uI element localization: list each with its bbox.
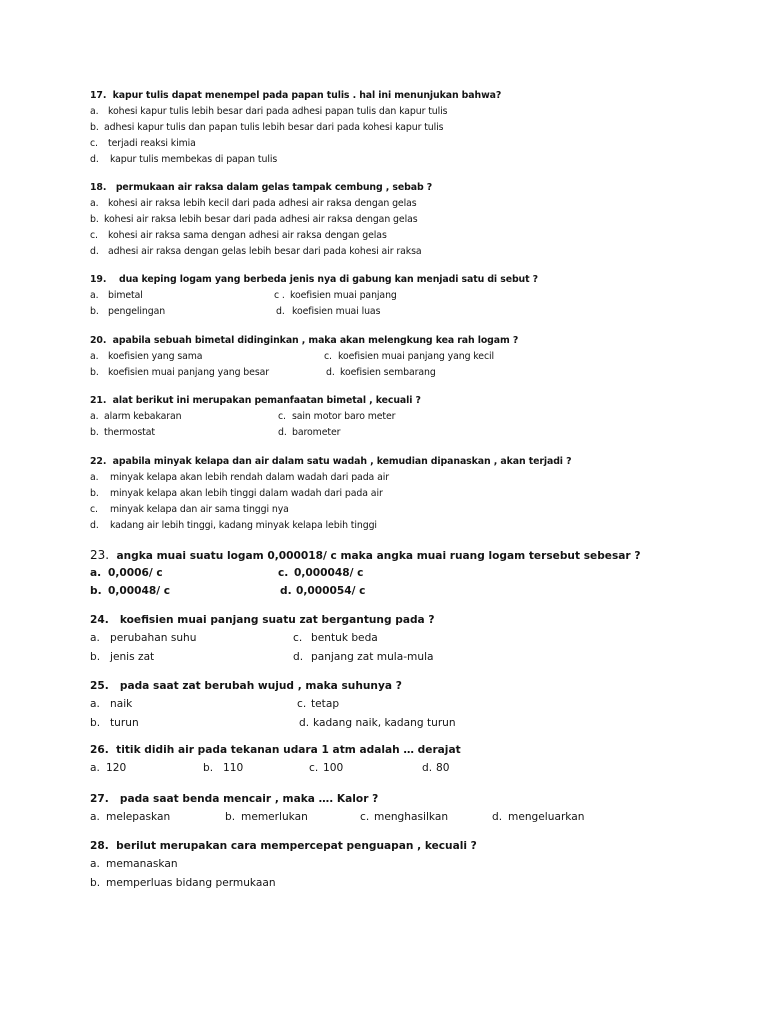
option-letter: a.: [90, 106, 99, 117]
option-text: menghasilkan: [374, 811, 449, 823]
option-text: panjang zat mula-mula: [311, 651, 434, 663]
option-letter: a.: [90, 351, 99, 362]
option-letter: c.: [360, 811, 370, 823]
option-a: [90, 290, 143, 301]
option-a: [90, 106, 447, 117]
option-text: koefisien muai luas: [292, 306, 381, 317]
option-text: kohesi air raksa lebih besar dari pada adhesi air raksa dengan gelas: [104, 214, 418, 225]
option-text: perubahan suhu: [110, 632, 197, 644]
option-text: adhesi kapur tulis dan papan tulis lebih besar dari pada kohesi kapur tulis: [104, 122, 444, 133]
option-letter: b.: [90, 427, 99, 438]
option-letter: c.: [90, 504, 98, 515]
question-text: pada saat zat berubah wujud , maka suhunya ?: [119, 680, 402, 692]
option-letter: d.: [299, 717, 310, 729]
option-letter: d.: [90, 520, 99, 531]
option-text: melepaskan: [106, 811, 171, 823]
option-d: [299, 717, 456, 729]
option-letter: b.: [203, 762, 214, 774]
option-b: [90, 122, 443, 133]
option-text: memanaskan: [106, 858, 178, 870]
option-letter: c.: [278, 567, 289, 579]
option-text: mengeluarkan: [508, 811, 585, 823]
option-letter: a.: [90, 698, 100, 710]
option-text: naik: [110, 698, 133, 710]
option-text: turun: [110, 717, 139, 729]
option-b: [225, 811, 308, 823]
question-text: apabila sebuah bimetal didinginkan , maka akan melengkung kea rah logam ?: [112, 335, 519, 346]
option-letter: b.: [90, 877, 101, 889]
option-letter: d.: [278, 427, 287, 438]
option-text: minyak kelapa akan lebih rendah dalam wadah dari pada air: [110, 472, 389, 483]
option-c: [90, 230, 387, 241]
question-number: 21.: [90, 395, 107, 406]
option-letter: b.: [225, 811, 236, 823]
option-letter: a.: [90, 411, 99, 422]
option-a: [90, 472, 389, 483]
option-text: sain motor baro meter: [292, 411, 396, 422]
option-text: koefisien sembarang: [340, 367, 436, 378]
option-a: [90, 632, 196, 644]
option-text: 110: [223, 762, 244, 774]
question-text: permukaan air raksa dalam gelas tampak cembung , sebab ?: [115, 182, 433, 193]
option-text: kadang air lebih tinggi, kadang minyak kelapa lebih tinggi: [110, 520, 377, 531]
question-text: berilut merupakan cara mempercepat penguapan , kecuali ?: [116, 840, 477, 852]
question-23-line: [90, 548, 640, 562]
question-text: dua keping logam yang berbeda jenis nya di gabung kan menjadi satu di sebut ?: [118, 274, 539, 285]
option-text: pengelingan: [108, 306, 166, 317]
option-letter: c .: [274, 290, 285, 301]
option-text: kadang naik, kadang turun: [313, 717, 456, 729]
option-text: koefisien muai panjang yang besar: [108, 367, 270, 378]
option-letter: a.: [90, 198, 99, 209]
option-text: tetap: [311, 698, 340, 710]
option-text: 0,000054/ c: [296, 585, 366, 597]
question-number: 27.: [90, 793, 109, 805]
option-text: memerlukan: [241, 811, 308, 823]
option-letter: b.: [90, 367, 99, 378]
question-number: 20.: [90, 335, 107, 346]
option-c: [278, 567, 363, 579]
option-letter: b.: [90, 651, 101, 663]
option-a: [90, 698, 132, 710]
question-number: 23.: [90, 548, 110, 562]
option-text: terjadi reaksi kimia: [108, 138, 196, 149]
option-letter: a.: [90, 762, 100, 774]
question-20-line: [90, 335, 518, 346]
option-text: 0,0006/ c: [108, 567, 163, 579]
option-text: kohesi air raksa lebih kecil dari pada adhesi air raksa dengan gelas: [108, 198, 417, 209]
question-19-line: [90, 274, 538, 285]
option-d: [293, 651, 434, 663]
question-24-line: [90, 614, 435, 626]
option-text: thermostat: [104, 427, 155, 438]
option-letter: c.: [90, 230, 98, 241]
option-a: [90, 351, 202, 362]
option-text: kohesi air raksa sama dengan adhesi air raksa dengan gelas: [108, 230, 387, 241]
question-25-line: [90, 680, 402, 692]
option-d: [90, 246, 422, 257]
question-27-line: [90, 793, 378, 805]
option-d: [278, 427, 340, 438]
option-b: [203, 762, 243, 774]
option-letter: c.: [324, 351, 332, 362]
option-text: koefisien yang sama: [108, 351, 203, 362]
option-letter: c.: [309, 762, 319, 774]
option-b: [90, 214, 418, 225]
option-text: koefisien muai panjang yang kecil: [338, 351, 495, 362]
option-b: [90, 717, 139, 729]
question-text: apabila minyak kelapa dan air dalam satu wadah , kemudian dipanaskan , akan terjadi ?: [112, 456, 572, 467]
option-a: [90, 411, 182, 422]
question-number: 26.: [90, 744, 109, 756]
option-b: [90, 306, 165, 317]
question-text: alat berikut ini merupakan pemanfaatan bimetal , kecuali ?: [112, 395, 421, 406]
question-number: 24.: [90, 614, 109, 626]
option-a: [90, 858, 178, 870]
question-22-line: [90, 456, 571, 467]
option-b: [90, 367, 269, 378]
option-c: [297, 698, 339, 710]
question-number: 25.: [90, 680, 109, 692]
question-21-line: [90, 395, 421, 406]
option-d: [492, 811, 584, 823]
option-letter: c.: [293, 632, 303, 644]
question-number: 18.: [90, 182, 107, 193]
option-c: [90, 138, 196, 149]
option-letter: a.: [90, 567, 102, 579]
option-text: 80: [436, 762, 450, 774]
option-letter: b.: [90, 717, 101, 729]
option-c: [278, 411, 395, 422]
option-letter: b.: [90, 122, 99, 133]
option-a: [90, 198, 417, 209]
option-d: [422, 762, 449, 774]
option-text: kohesi kapur tulis lebih besar dari pada adhesi papan tulis dan kapur tulis: [108, 106, 448, 117]
option-text: kapur tulis membekas di papan tulis: [110, 154, 278, 165]
option-letter: c.: [90, 138, 98, 149]
option-text: 0,000048/ c: [294, 567, 364, 579]
option-c: [90, 504, 289, 515]
option-d: [280, 585, 365, 597]
option-c: [293, 632, 378, 644]
option-letter: d.: [326, 367, 335, 378]
question-number: 17.: [90, 90, 107, 101]
option-letter: c.: [278, 411, 286, 422]
question-26-line: [90, 744, 461, 756]
option-text: 120: [106, 762, 127, 774]
option-letter: d.: [90, 246, 99, 257]
question-number: 28.: [90, 840, 109, 852]
option-b: [90, 488, 383, 499]
question-number: 22.: [90, 456, 107, 467]
option-c: [274, 290, 397, 301]
option-letter: d.: [280, 585, 292, 597]
option-text: 100: [323, 762, 344, 774]
option-text: barometer: [292, 427, 341, 438]
option-letter: d.: [90, 154, 99, 165]
option-letter: d.: [276, 306, 285, 317]
option-text: adhesi air raksa dengan gelas lebih besar dari pada kohesi air raksa: [108, 246, 422, 257]
option-a: [90, 567, 163, 579]
option-d: [90, 154, 277, 165]
option-c: [360, 811, 448, 823]
option-letter: d.: [293, 651, 304, 663]
option-letter: b.: [90, 585, 102, 597]
question-18-line: [90, 182, 432, 193]
option-letter: c.: [297, 698, 307, 710]
option-b: [90, 585, 170, 597]
option-letter: b.: [90, 214, 99, 225]
question-17-line: [90, 90, 501, 101]
option-a: [90, 762, 126, 774]
option-letter: a.: [90, 811, 100, 823]
option-d: [326, 367, 436, 378]
option-text: 0,00048/ c: [108, 585, 171, 597]
option-letter: d.: [492, 811, 503, 823]
option-d: [90, 520, 377, 531]
option-text: minyak kelapa akan lebih tinggi dalam wadah dari pada air: [110, 488, 383, 499]
option-text: bimetal: [108, 290, 143, 301]
question-28-line: [90, 840, 477, 852]
option-text: memperluas bidang permukaan: [106, 877, 276, 889]
option-c: [309, 762, 343, 774]
option-letter: a.: [90, 290, 99, 301]
option-b: [90, 427, 155, 438]
option-letter: b.: [90, 488, 99, 499]
option-letter: b.: [90, 306, 99, 317]
option-letter: a.: [90, 472, 99, 483]
option-b: [90, 877, 276, 889]
question-text: pada saat benda mencair , maka …. Kalor ?: [119, 793, 379, 805]
option-text: alarm kebakaran: [104, 411, 182, 422]
option-text: bentuk beda: [311, 632, 378, 644]
question-text: angka muai suatu logam 0,000018/ c maka angka muai ruang logam tersebut sebesar ?: [116, 550, 641, 562]
option-text: jenis zat: [110, 651, 155, 663]
question-number: 19.: [90, 274, 107, 285]
option-b: [90, 651, 154, 663]
option-letter: d.: [422, 762, 433, 774]
question-text: kapur tulis dapat menempel pada papan tulis . hal ini menunjukan bahwa?: [112, 90, 502, 101]
option-d: [276, 306, 380, 317]
option-letter: a.: [90, 858, 100, 870]
option-letter: a.: [90, 632, 100, 644]
option-text: minyak kelapa dan air sama tinggi nya: [110, 504, 289, 515]
option-a: [90, 811, 170, 823]
option-c: [324, 351, 494, 362]
question-text: koefisien muai panjang suatu zat bergantung pada ?: [119, 614, 435, 626]
option-text: koefisien muai panjang: [290, 290, 397, 301]
question-text: titik didih air pada tekanan udara 1 atm adalah … derajat: [116, 744, 461, 756]
